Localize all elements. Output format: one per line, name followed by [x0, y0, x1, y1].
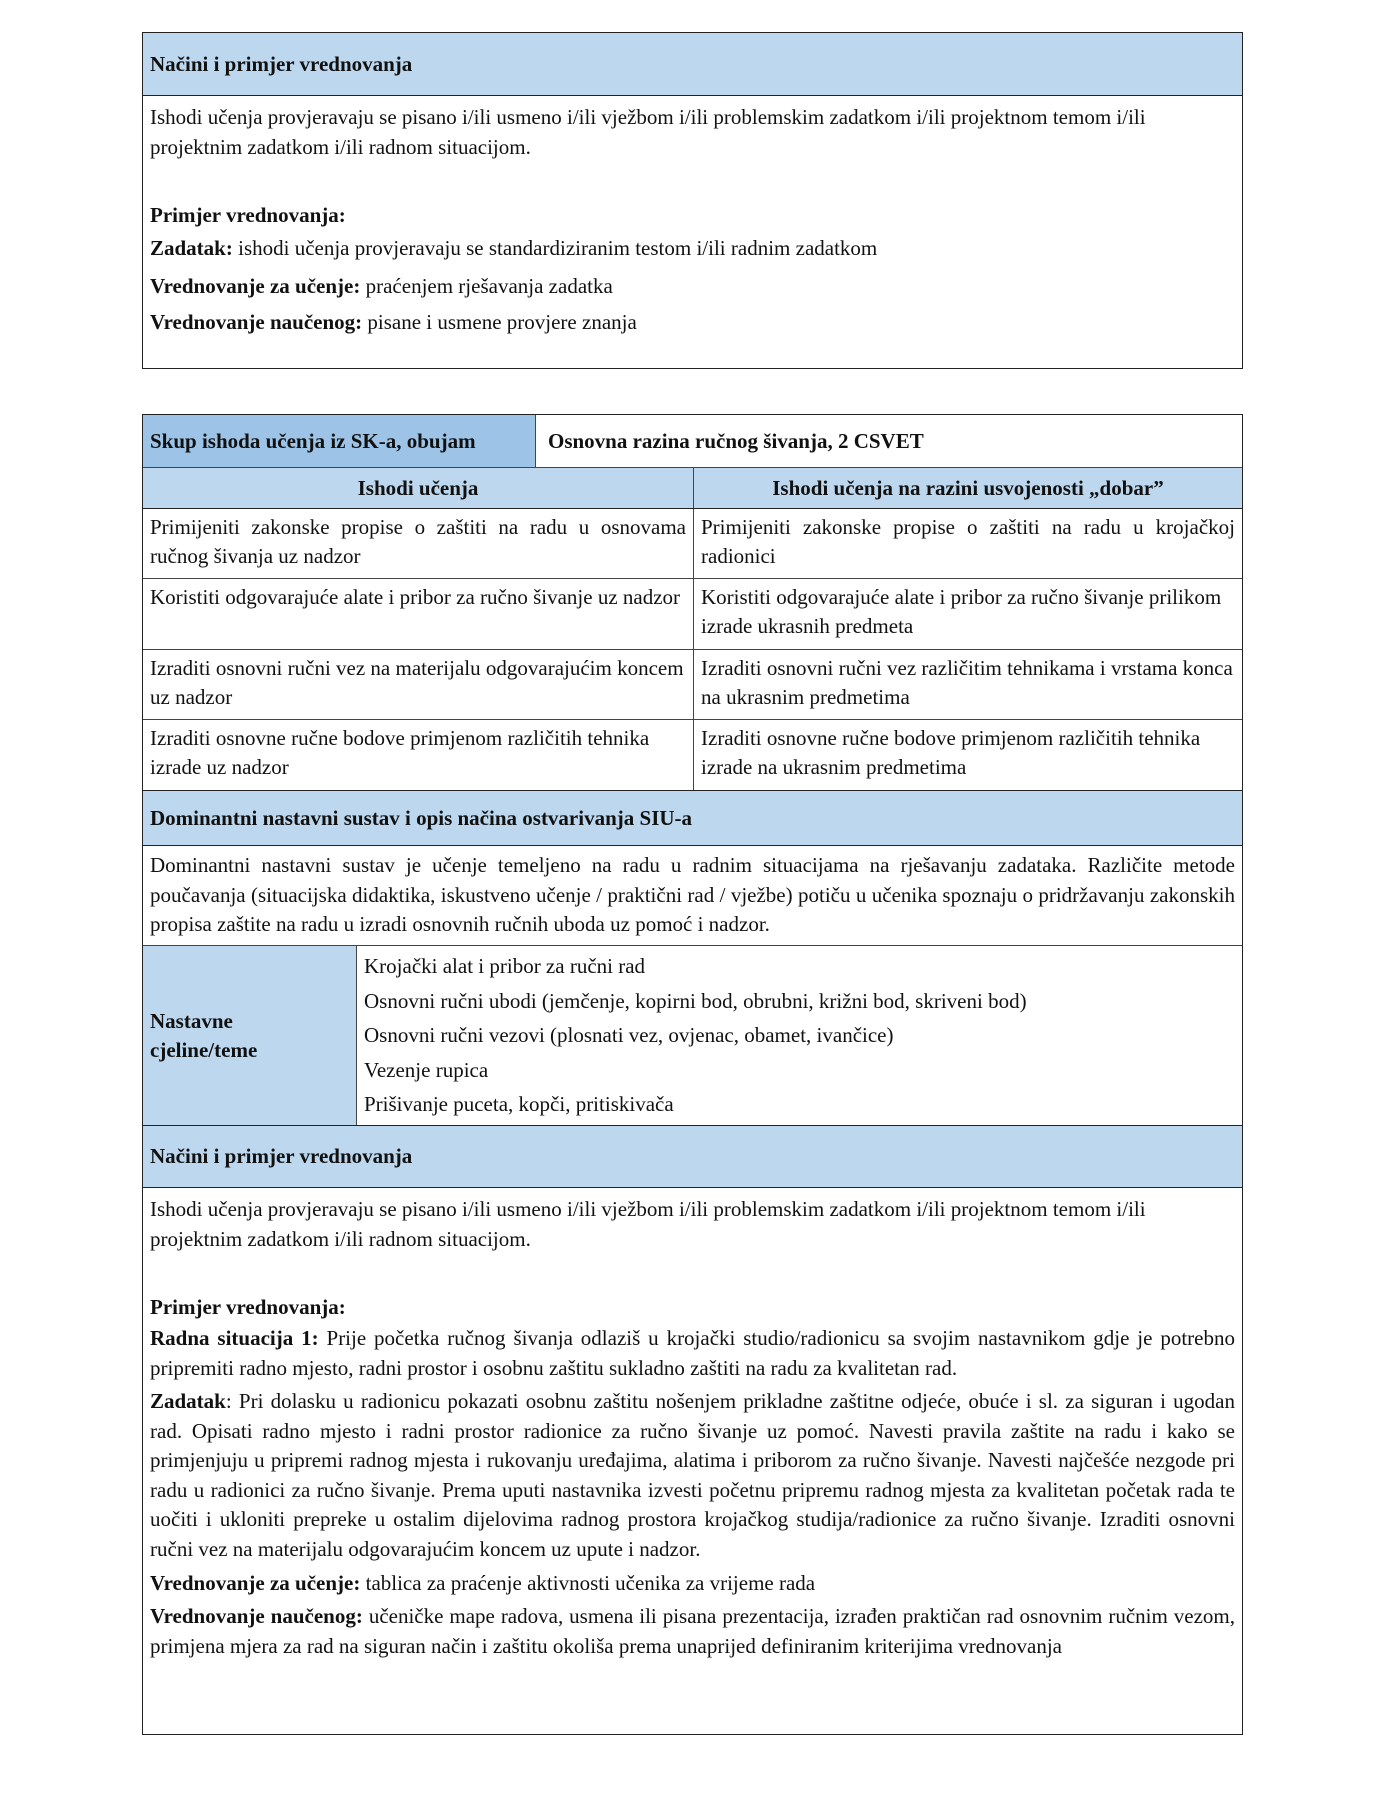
topic-item: Vezenje rupica: [364, 1057, 489, 1082]
task-text: : Pri dolasku u radionicu pokazati osobnu zaštitu nošenjem prikladne zaštitne odjeće, obuće i sl. za siguran i ugodan rad. Opisati radno mjesto i radni prostor radionice za ručno šivanje uz pomoć. Navesti pravila zaštite na radu i kako se primjenjuju u pripremi radnog mjesta i rukovanju uređajima, alatima i priborom za ručno šivanje. Navesti najčešće nezgode pri radu u radionici za ručno šivanje. Prema uputi nastavnika izvesti početnu pripremu radnog mjesta za kvalitetan početak rada te uočiti i ukloniti prepreke u ostalim dijelovima radnog prostora krojačkog studija/radionice za ručno šivanje. Izraditi osnovni ručni vez na materijalu odgovarajućim koncem uz upute i nadzor.: [150, 1389, 1235, 1561]
task-text: ishodi učenja provjeravaju se standardiziranim testom i/ili radnim zadatkom: [232, 236, 878, 260]
evaluation-table-1: [142, 32, 1243, 369]
outcome-right: Izraditi osnovne ručne bodove primjenom različitih tehnika izrade na ukrasnim predmetima: [701, 726, 1201, 779]
evaluation-body: [143, 96, 1242, 346]
set-label: Skup ishoda učenja iz SK-a, obujam: [150, 428, 476, 453]
topics-label: Nastavne cjeline/teme: [150, 1008, 258, 1062]
outcomes-header-row: [143, 468, 1242, 509]
task-line: [150, 232, 1235, 264]
topics-label-cell: [143, 946, 357, 1125]
topics-row: [143, 946, 1242, 1126]
task-paragraph: [150, 1387, 1235, 1564]
task-label: Zadatak: [150, 1389, 226, 1413]
dominant-header: Dominantni nastavni sustav i opis načina ostvarivanja SIU-a: [143, 791, 1242, 846]
set-row: [143, 415, 1242, 468]
section-title: Načini i primjer vrednovanja: [150, 51, 413, 76]
outcome-row: [143, 650, 1242, 720]
topic-item: Osnovni ručni ubodi (jemčenje, kopirni bod, obrubni, križni bod, skriveni bod): [364, 988, 1027, 1013]
dominant-body: [143, 846, 1242, 946]
outcome-right: Izraditi osnovni ručni vez različitim tehnikama i vrstama konca na ukrasnim predmetima: [701, 656, 1233, 709]
eval-learned-label: Vrednovanje naučenog:: [150, 310, 363, 334]
situation-paragraph: [150, 1324, 1235, 1383]
outcome-right: Primijeniti zakonske propise o zaštiti na radu u krojačkoj radionici: [701, 515, 1235, 568]
eval-learning-text: tablica za praćenje aktivnosti učenika za vrijeme rada: [360, 1571, 816, 1595]
situation-label: Radna situacija 1:: [150, 1326, 319, 1350]
eval-learning-line: [150, 268, 1235, 304]
example-title: Primjer vrednovanja:: [150, 1295, 346, 1319]
outcome-row: [143, 509, 1242, 579]
task-label: Zadatak:: [150, 236, 233, 260]
eval-learning-line: [150, 1568, 1235, 1598]
situation-text: Prije početka ručnog šivanja odlaziš u krojački studio/radionicu sa svojim nastavnikom gdje je potrebno pripremiti radno mjesto, radni prostor i osobnu zaštitu sukladno zaštiti na radu za kvalitetan rad.: [150, 1326, 1235, 1380]
eval-learning-text: praćenjem rješavanja zadatka: [360, 274, 613, 298]
set-label-cell: [143, 415, 536, 467]
learning-outcomes-table: [142, 414, 1243, 1735]
set-value: Osnovna razina ručnog šivanja, 2 CSVET: [548, 428, 924, 453]
eval-learned-text: učeničke mape radova, usmena ili pisana prezentacija, izrađen praktičan rad osnovnim ručnim vezom, primjena mjera za rad na siguran način i zaštitu okoliša prema unaprijed definiranim kriterijima vrednovanja: [150, 1604, 1235, 1658]
outcome-left: Izraditi osnovne ručne bodove primjenom različitih tehnika izrade uz nadzor: [143, 720, 694, 790]
topic-item: Osnovni ručni vezovi (plosnati vez, ovjenac, obamet, ivančice): [364, 1023, 894, 1047]
dominant-text: Dominantni nastavni sustav je učenje temeljeno na radu u radnim situacijama na rješavanju zadataka. Različite metode poučavanja (situacijska didaktika, iskustveno učenje / praktični rad / vježbe) potiču u učenika spoznaju o pridržavanju zakonskih propisa zaštite na radu u izradi osnovnih ručnih uboda uz pomoć i nadzor.: [150, 853, 1235, 936]
col-header-good-level: Ishodi učenja na razini usvojenosti „dobar”: [772, 475, 1164, 500]
topic-item: Krojački alat i pribor za ručni rad: [364, 954, 646, 978]
outcome-row: [143, 579, 1242, 650]
eval-learning-label: Vrednovanje za učenje:: [150, 274, 361, 298]
example-title: Primjer vrednovanja:: [150, 203, 346, 227]
evaluation-intro: Ishodi učenja provjeravaju se pisano i/ili usmeno i/ili vježbom i/ili problemskim zadatkom i/ili projektnom temom i/ili projektnim zadatkom i/ili radnom situacijom.: [150, 1197, 1146, 1251]
outcome-right: Koristiti odgovarajuće alate i pribor za ručno šivanje prilikom izrade ukrasnih predmeta: [701, 585, 1222, 638]
outcome-left: Izraditi osnovni ručni vez na materijalu odgovarajućim koncem uz nadzor: [143, 650, 694, 719]
evaluation-header: Načini i primjer vrednovanja: [143, 1126, 1242, 1188]
eval-learned-label: Vrednovanje naučenog:: [150, 1604, 363, 1628]
section-header: [143, 33, 1242, 96]
set-value-cell: [536, 415, 1242, 467]
eval-learned-text: pisane i usmene provjere znanja: [362, 310, 637, 334]
col-header-outcomes: Ishodi učenja: [143, 468, 694, 508]
outcome-row: [143, 720, 1242, 791]
eval-learned-line: [150, 304, 1235, 340]
eval-learned-paragraph: [150, 1602, 1235, 1661]
evaluation-intro: Ishodi učenja provjeravaju se pisano i/ili usmeno i/ili vježbom i/ili problemskim zadatkom i/ili projektnom temom i/ili projektnim zadatkom i/ili radnom situacijom.: [150, 105, 1146, 159]
evaluation-body-2: [143, 1188, 1242, 1667]
topics-list: [357, 946, 1242, 1125]
outcome-left: Koristiti odgovarajuće alate i pribor za ručno šivanje uz nadzor: [143, 579, 694, 649]
topic-item: Prišivanje puceta, kopči, pritiskivača: [364, 1092, 674, 1116]
eval-learning-label: Vrednovanje za učenje:: [150, 1571, 361, 1595]
outcome-left: Primijeniti zakonske propise o zaštiti na radu u osnovama ručnog šivanja uz nadzor: [143, 509, 694, 578]
